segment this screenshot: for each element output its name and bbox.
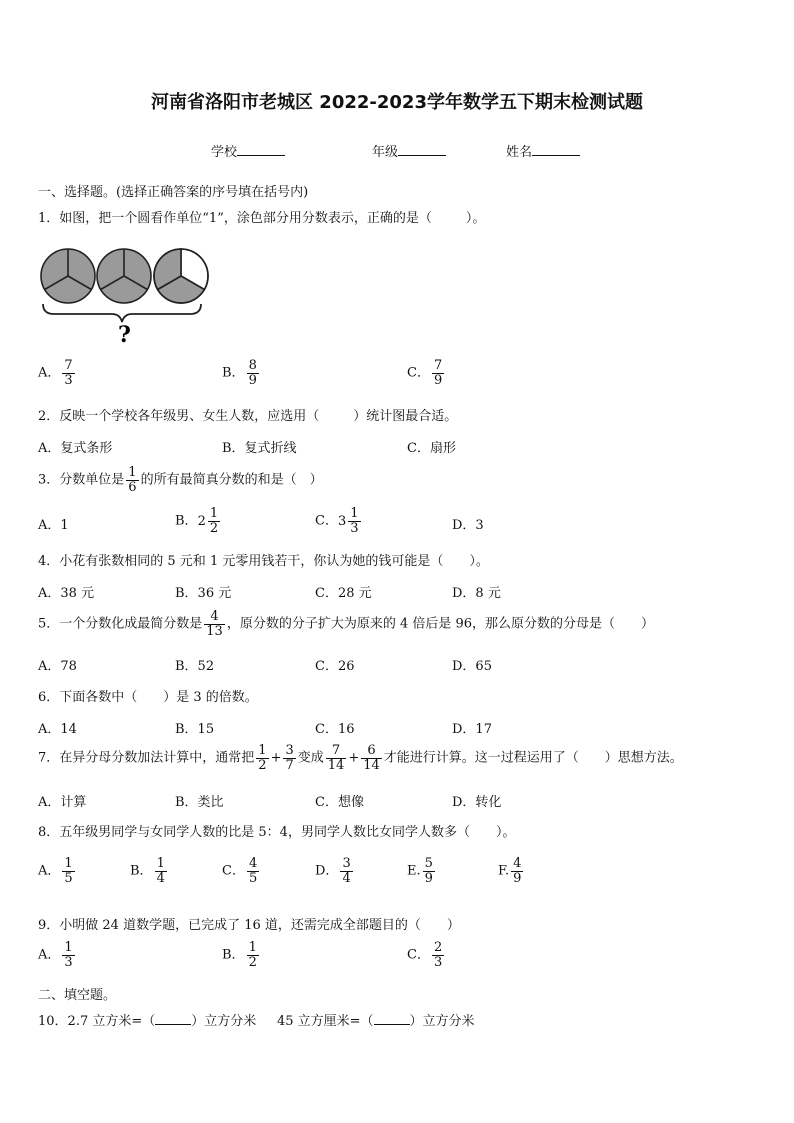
q5-option-a[interactable]: A．78 [38, 659, 77, 674]
q8-option-f[interactable]: F. $\frac{4}{9}$ [498, 856, 522, 886]
q6-option-d[interactable]: D．17 [452, 722, 492, 737]
q7-option-c[interactable]: C．想像 [315, 795, 364, 810]
question-6: 6．下面各数中（ ）是 3 的倍数。 [38, 690, 258, 705]
q5-option-b[interactable]: B．52 [175, 659, 215, 674]
question-2: 2．反映一个学校各年级男、女生人数，应选用（ ）统计图最合适。 [38, 409, 458, 424]
q1-circles-figure [40, 246, 215, 346]
question-1 [38, 207, 485, 226]
q3-option-b[interactable]: B．2 $\frac{1}{2}$ [175, 506, 219, 536]
q9-option-b[interactable]: B． $\frac{1}{2}$ [222, 940, 257, 970]
q3-option-c[interactable]: C．3 $\frac{1}{3}$ [315, 506, 359, 536]
q9-option-c[interactable]: C． $\frac{2}{3}$ [407, 940, 443, 970]
section-1-heading: 一、选择题。(选择正确答案的序号填在括号内) [38, 185, 309, 200]
q1-option-b[interactable]: B． $\frac{8}{9}$ [222, 358, 257, 388]
q7-option-d[interactable]: D．转化 [452, 795, 502, 810]
q9-option-a[interactable]: A． $\frac{1}{3}$ [38, 940, 73, 970]
question-3: 3．分数单位是 $\frac{1}{6}$ 的所有最简真分数的和是（ ） [38, 465, 323, 495]
circle-1 [41, 249, 95, 303]
q3-option-d[interactable]: D．3 [452, 518, 484, 533]
q1-option-c[interactable]: C． $\frac{7}{9}$ [407, 358, 443, 388]
q1-suffix: ）。 [465, 211, 486, 226]
question-mark: ? [118, 322, 131, 346]
q4-option-c[interactable]: C．28 元 [315, 586, 372, 601]
question-5: 5．一个分数化成最简分数是 $\frac{4}{13}$ ，原分数的分子扩大为原来的 4 倍后是 96，那么原分数的分母是（ ） [38, 609, 655, 639]
school-label: 学校 [211, 145, 238, 160]
q8-option-d[interactable]: D． $\frac{3}{4}$ [315, 856, 351, 886]
q3-option-a[interactable]: A．1 [38, 518, 69, 533]
q8-option-e[interactable]: E. $\frac{5}{9}$ [407, 856, 433, 886]
q8-option-a[interactable]: A． $\frac{1}{5}$ [38, 856, 73, 886]
question-10: 10．2.7 立方米=（ ）立方分米 45 立方厘米=（ ）立方分米 [38, 1014, 475, 1029]
q8-option-b[interactable]: B． $\frac{1}{4}$ [130, 856, 165, 886]
q2-option-c[interactable]: C．扇形 [407, 441, 456, 456]
q6-option-b[interactable]: B．15 [175, 722, 215, 737]
name-blank[interactable] [532, 143, 580, 156]
circle-2 [97, 249, 151, 303]
question-7: 7．在异分母分数加法计算中，通常把 $\frac{1}{2}$ + $\frac{3}{7}$ 变成 $\frac{7}{14}$ + $\frac{6}{14}$ 才能进行计算。这一过程运用了（ ）思想方法。 [38, 743, 683, 773]
q4-option-a[interactable]: A．38 元 [38, 586, 95, 601]
school-blank[interactable] [237, 143, 285, 156]
question-9: 9．小明做 24 道数学题，已完成了 16 道，还需完成全部题目的（ ） [38, 918, 460, 933]
q6-option-a[interactable]: A．14 [38, 722, 77, 737]
q4-option-d[interactable]: D．8 元 [452, 586, 501, 601]
q7-option-b[interactable]: B．类比 [175, 795, 224, 810]
q8-option-c[interactable]: C． $\frac{4}{5}$ [222, 856, 258, 886]
q1-prefix: 1．如图，把一个圆看作单位“1”，涂色部分用分数表示，正确的是（ [38, 211, 432, 226]
q5-option-c[interactable]: C．26 [315, 659, 355, 674]
q10-blank-2[interactable] [374, 1012, 410, 1025]
question-4: 4．小花有张数相同的 5 元和 1 元零用钱若干，你认为她的钱可能是（ ）。 [38, 554, 489, 569]
name-label: 姓名 [506, 145, 533, 160]
page-title: 河南省洛阳市老城区 2022-2023学年数学五下期末检测试题 [151, 92, 643, 113]
q2-option-a[interactable]: A．复式条形 [38, 441, 113, 456]
q5-option-d[interactable]: D．65 [452, 659, 492, 674]
q2-option-b[interactable]: B．复式折线 [222, 441, 297, 456]
school-field [211, 141, 285, 160]
grade-blank[interactable] [398, 143, 446, 156]
q4-option-b[interactable]: B．36 元 [175, 586, 232, 601]
q1-option-a[interactable]: A． $\frac{7}{3}$ [38, 358, 73, 388]
grade-label: 年级 [372, 145, 399, 160]
name-field [506, 141, 580, 160]
question-8: 8．五年级男同学与女同学人数的比是 5：4，男同学人数比女同学人数多（ ）。 [38, 825, 516, 840]
q10-blank-1[interactable] [155, 1012, 191, 1025]
section-2-heading: 二、填空题。 [38, 988, 117, 1003]
q6-option-c[interactable]: C．16 [315, 722, 355, 737]
circle-3 [154, 249, 208, 303]
brace [43, 304, 201, 322]
q7-option-a[interactable]: A．计算 [38, 795, 87, 810]
grade-field [372, 141, 446, 160]
